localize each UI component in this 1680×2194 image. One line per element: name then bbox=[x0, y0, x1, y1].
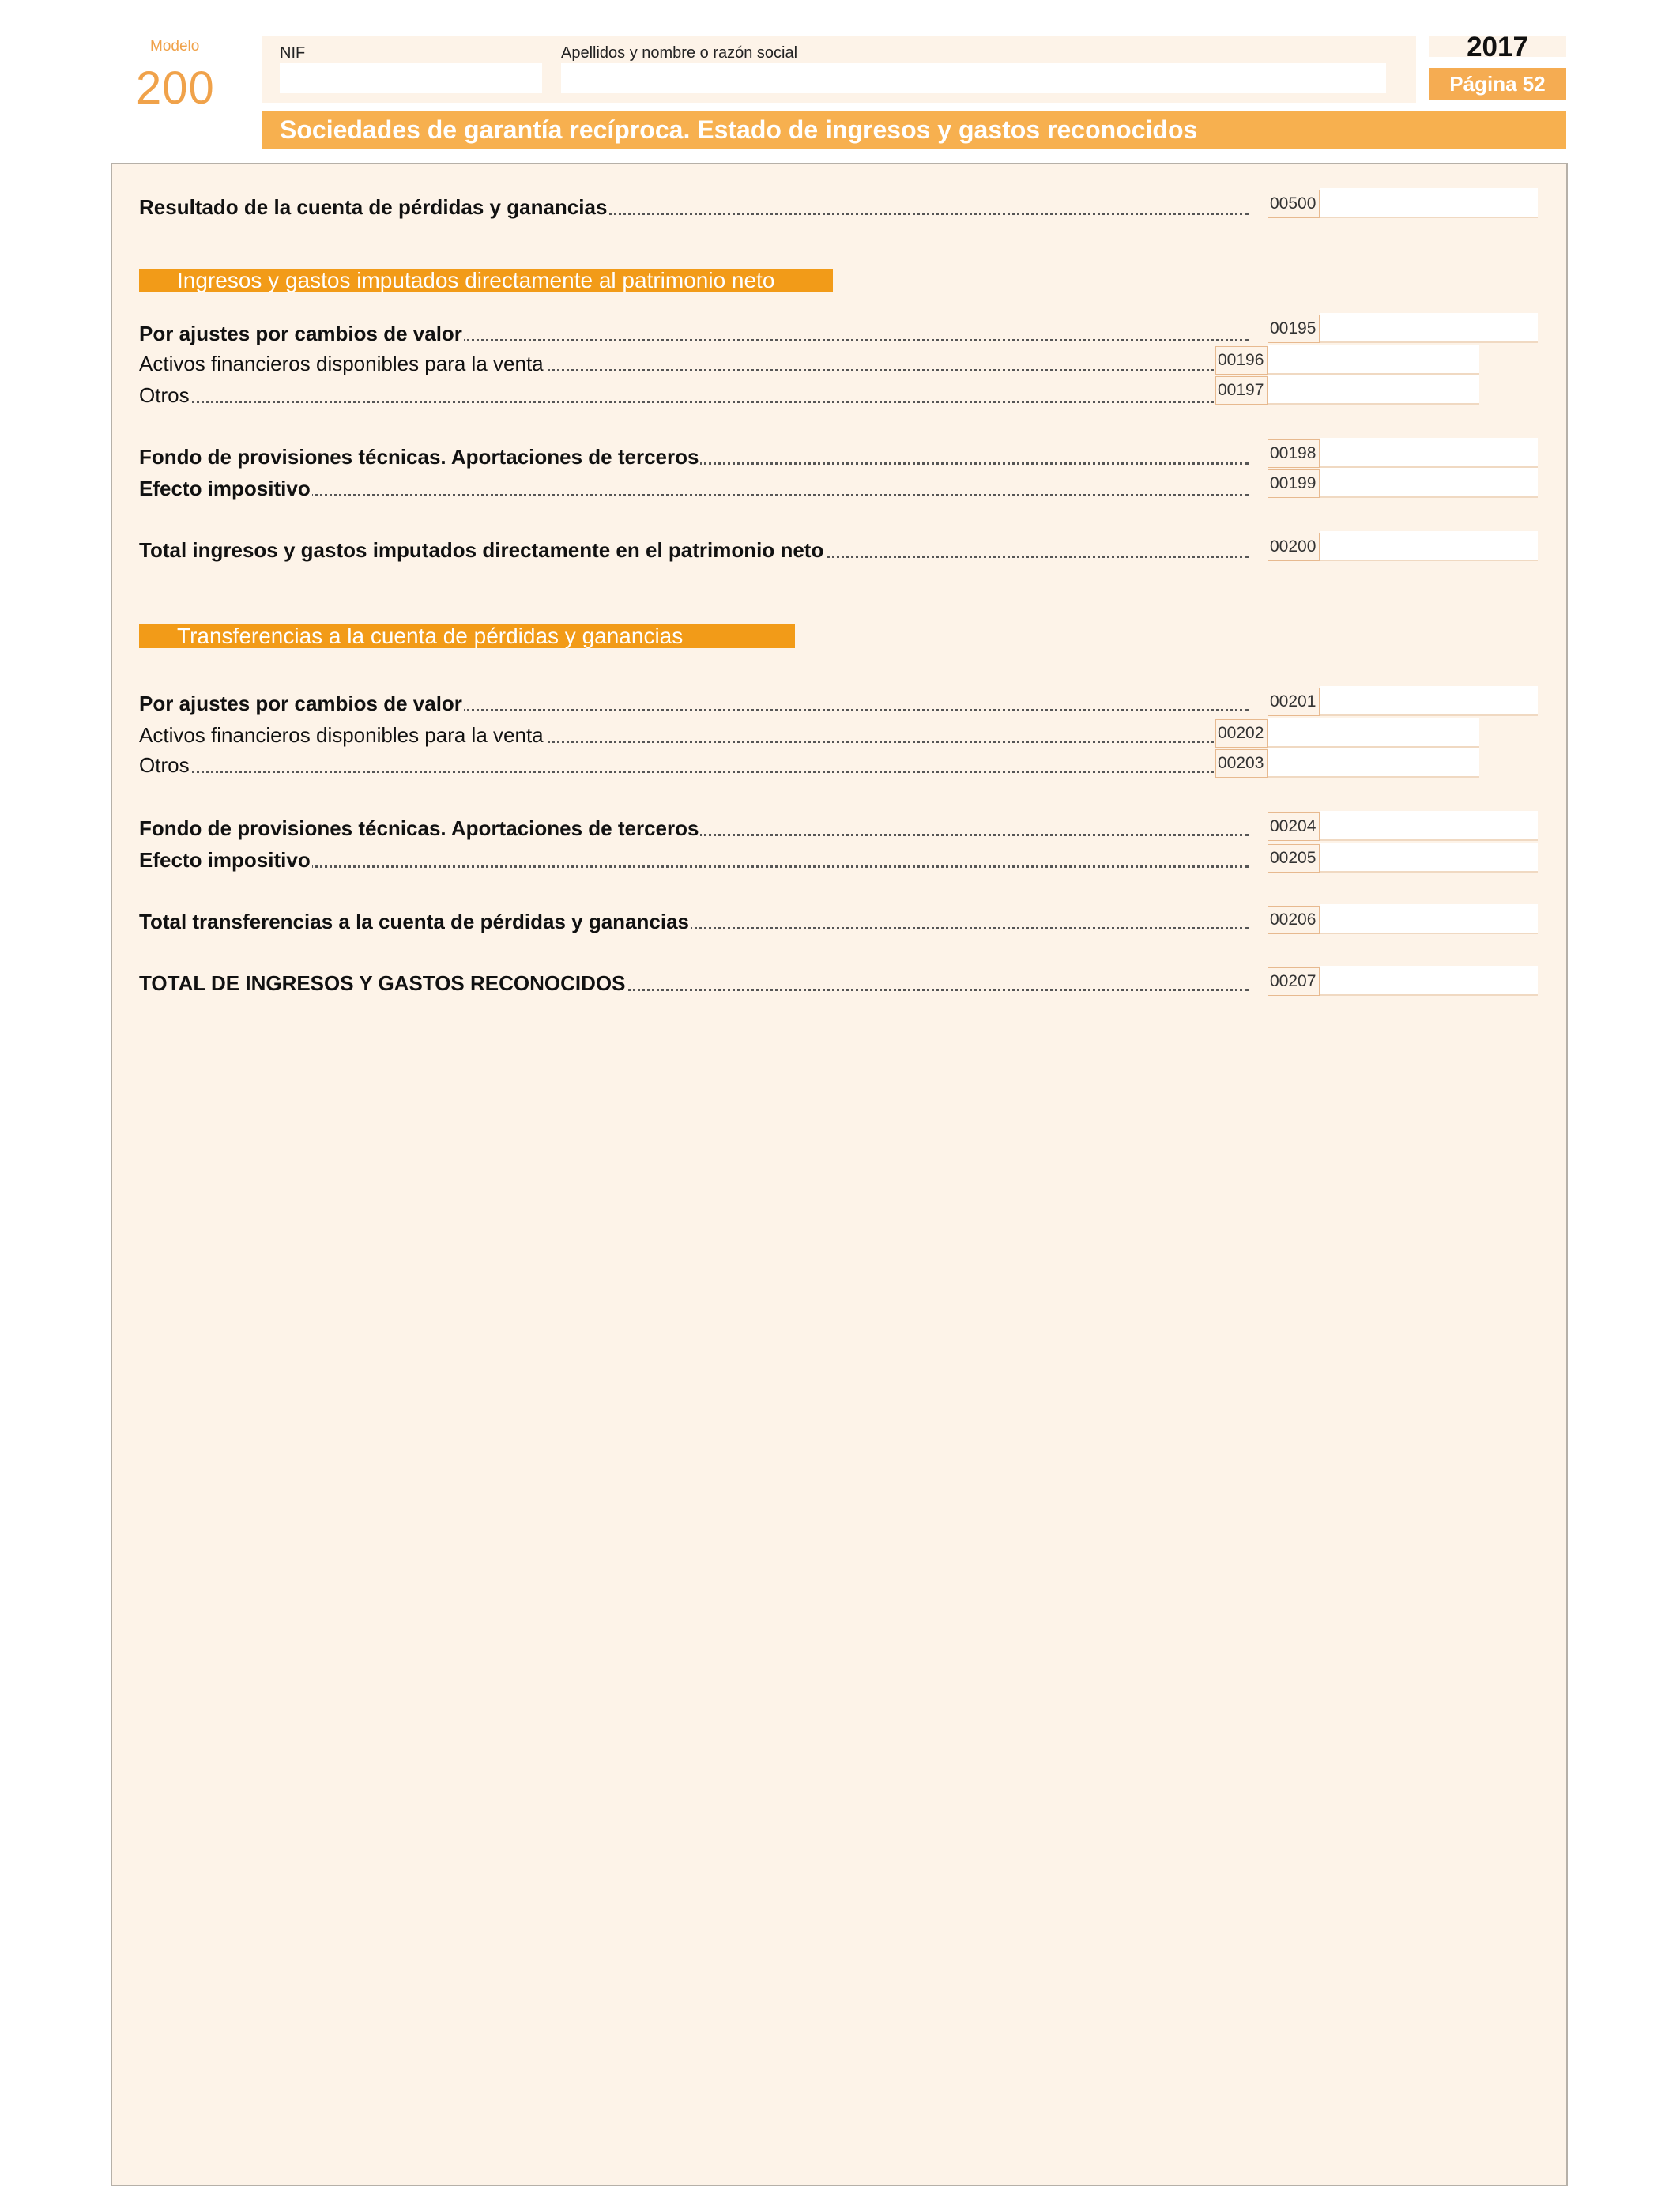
nif-field[interactable] bbox=[280, 63, 542, 93]
code-00198: 00198 bbox=[1268, 439, 1320, 468]
row-otros-1 bbox=[139, 381, 1214, 409]
field-00200[interactable] bbox=[1320, 531, 1538, 561]
section-transferencias: Transferencias a la cuenta de pérdidas y ganancias bbox=[139, 624, 795, 648]
row-total-2 bbox=[139, 907, 1249, 936]
code-00197: 00197 bbox=[1215, 376, 1268, 405]
field-00204[interactable] bbox=[1320, 811, 1538, 841]
ajustes-2-label: Por ajustes por cambios de valor bbox=[139, 692, 462, 715]
code-00204: 00204 bbox=[1268, 812, 1320, 841]
activos-1-label: Activos financieros disponibles para la venta bbox=[139, 352, 544, 375]
field-00195[interactable] bbox=[1320, 313, 1538, 343]
code-00196: 00196 bbox=[1215, 346, 1268, 375]
row-otros-2 bbox=[139, 751, 1214, 779]
page-badge: Página 52 bbox=[1429, 68, 1566, 100]
code-00205: 00205 bbox=[1268, 844, 1320, 873]
modelo-label: Modelo bbox=[150, 38, 200, 55]
field-00202[interactable] bbox=[1268, 718, 1479, 748]
activos-2-label: Activos financieros disponibles para la venta bbox=[139, 723, 544, 747]
total-1-label: Total ingresos y gastos imputados directamente en el patrimonio neto bbox=[139, 538, 824, 562]
row-activos-1 bbox=[139, 349, 1214, 378]
code-00201: 00201 bbox=[1268, 688, 1320, 716]
code-00200: 00200 bbox=[1268, 533, 1320, 561]
ajustes-1-label: Por ajustes por cambios de valor bbox=[139, 322, 462, 345]
field-00205[interactable] bbox=[1320, 843, 1538, 873]
modelo-number: 200 bbox=[136, 62, 215, 114]
section-ingresos-gastos-imputados: Ingresos y gastos imputados directamente al patrimonio neto bbox=[139, 269, 833, 292]
field-00197[interactable] bbox=[1268, 375, 1479, 405]
field-00203[interactable] bbox=[1268, 748, 1479, 778]
field-00196[interactable] bbox=[1268, 345, 1479, 375]
code-00199: 00199 bbox=[1268, 469, 1320, 498]
code-00206: 00206 bbox=[1268, 906, 1320, 934]
fondo-2-label: Fondo de provisiones técnicas. Aportaciones de terceros bbox=[139, 816, 699, 840]
row-ajustes-2 bbox=[139, 689, 1249, 718]
field-00199[interactable] bbox=[1320, 468, 1538, 498]
grand-total-label: TOTAL DE INGRESOS Y GASTOS RECONOCIDOS bbox=[139, 971, 626, 995]
row-efecto-1 bbox=[139, 474, 1249, 503]
page-title: Sociedades de garantía recíproca. Estado de ingresos y gastos reconocidos bbox=[262, 111, 1566, 149]
field-00500[interactable] bbox=[1320, 188, 1538, 218]
total-2-label: Total transferencias a la cuenta de pérdidas y ganancias bbox=[139, 910, 690, 933]
row-resultado bbox=[139, 193, 1249, 221]
field-00206[interactable] bbox=[1320, 904, 1538, 934]
efecto-2-label: Efecto impositivo bbox=[139, 848, 311, 872]
year-label: 2017 bbox=[1467, 32, 1528, 62]
row-fondo-1 bbox=[139, 443, 1249, 471]
otros-1-label: Otros bbox=[139, 383, 190, 407]
code-00195: 00195 bbox=[1268, 315, 1320, 343]
field-00207[interactable] bbox=[1320, 966, 1538, 996]
resultado-label: Resultado de la cuenta de pérdidas y ganancias bbox=[139, 195, 608, 219]
otros-2-label: Otros bbox=[139, 753, 190, 777]
row-grand-total bbox=[139, 969, 1249, 997]
name-label: Apellidos y nombre o razón social bbox=[561, 44, 798, 62]
field-00198[interactable] bbox=[1320, 438, 1538, 468]
code-00500: 00500 bbox=[1268, 190, 1320, 218]
row-efecto-2 bbox=[139, 846, 1249, 874]
row-fondo-2 bbox=[139, 814, 1249, 843]
field-00201[interactable] bbox=[1320, 686, 1538, 716]
row-total-1 bbox=[139, 536, 1249, 564]
code-00207: 00207 bbox=[1268, 967, 1320, 996]
nif-label: NIF bbox=[280, 44, 306, 62]
efecto-1-label: Efecto impositivo bbox=[139, 477, 311, 500]
code-00202: 00202 bbox=[1215, 719, 1268, 748]
row-activos-2 bbox=[139, 721, 1214, 749]
fondo-1-label: Fondo de provisiones técnicas. Aportaciones de terceros bbox=[139, 445, 699, 469]
code-00203: 00203 bbox=[1215, 749, 1268, 778]
row-ajustes-1 bbox=[139, 319, 1249, 348]
name-field[interactable] bbox=[561, 63, 1386, 93]
